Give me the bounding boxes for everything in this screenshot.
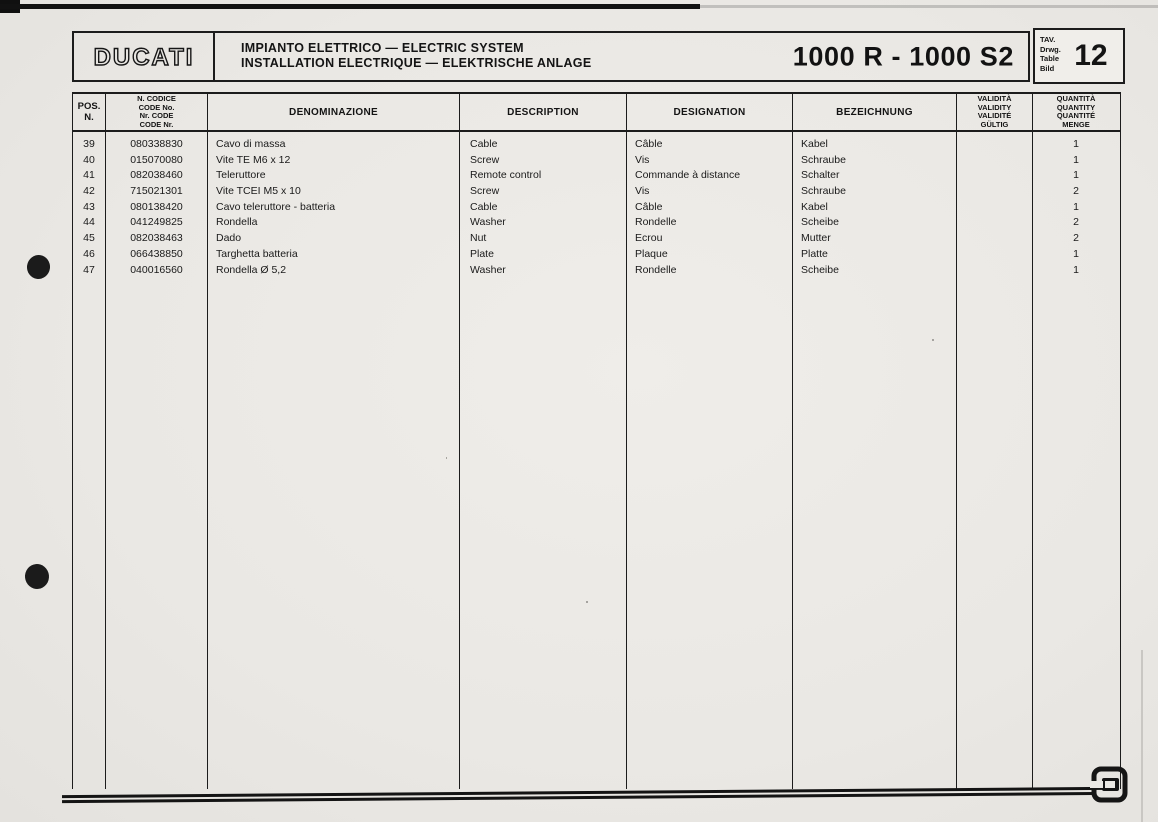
column-denominazione — [208, 132, 460, 789]
cell-designation: Câble — [635, 138, 663, 150]
ducati-logo-text: DUCATI — [93, 43, 194, 71]
ducati-logo-icon — [83, 41, 205, 73]
cell-quantity: 1 — [1073, 247, 1079, 260]
cell-description: Cable — [470, 200, 498, 213]
cell-denominazione: Vite TE M6 x 12 — [216, 153, 291, 166]
cell-denominazione: Cavo di massa — [216, 138, 286, 150]
cell-designation: Câble — [635, 200, 663, 213]
cell-validity — [957, 215, 1032, 231]
cell-bezeichnung: Schraube — [801, 153, 846, 166]
cell-designation: Vis — [635, 185, 650, 198]
cell-denominazione: Rondella Ø 5,2 — [216, 263, 287, 276]
cell-description: Nut — [470, 232, 487, 245]
cell-pos: 41 — [83, 169, 95, 182]
cell-pos: 45 — [83, 232, 95, 245]
column-header-denominazione: DENOMINAZIONE — [208, 94, 460, 130]
cell-quantity: 2 — [1073, 185, 1079, 198]
validity-header-line: VALIDITÉ — [977, 111, 1012, 120]
title-line-2: INSTALLATION ELECTRIQUE — ELEKTRISCHE ANLAGE — [241, 56, 592, 70]
cell-description: Remote control — [470, 169, 542, 182]
column-header-validity — [957, 94, 1033, 130]
cell-denominazione: Rondella — [216, 216, 258, 229]
column-header-code — [106, 94, 208, 130]
table-body — [72, 132, 1121, 789]
cell-code: 715021301 — [130, 185, 183, 198]
header — [72, 31, 1030, 82]
column-validity — [957, 132, 1033, 789]
drawing-number: 12 — [1074, 39, 1108, 72]
code-header-line: Nr. CODE — [139, 111, 174, 120]
cell-pos: 40 — [83, 153, 95, 166]
column-pos — [73, 132, 106, 789]
cell-code: 066438850 — [130, 247, 183, 260]
pos-header-line: POS. — [77, 101, 101, 112]
column-header-description: DESCRIPTION — [460, 94, 627, 130]
cell-denominazione: Teleruttore — [216, 169, 266, 182]
code-header-line: N. CODICE — [137, 94, 176, 103]
column-description — [460, 132, 627, 789]
drawing-number-box — [1033, 28, 1125, 84]
cell-designation: Rondelle — [635, 216, 677, 229]
cell-quantity: 1 — [1073, 153, 1079, 166]
drwg-label: Drwg. — [1040, 44, 1061, 54]
cell-pos: 44 — [83, 216, 95, 229]
drawing-number-labels — [1035, 30, 1061, 82]
cell-pos: 46 — [83, 247, 95, 260]
tav-label: TAV. — [1040, 35, 1056, 44]
cell-bezeichnung: Kabel — [801, 200, 828, 213]
cell-quantity: 2 — [1073, 232, 1079, 245]
cell-code: 080338830 — [130, 138, 183, 150]
column-quantity — [1033, 132, 1119, 789]
quantity-header-line: QUANTITÉ — [1056, 111, 1096, 120]
cell-code: 015070080 — [130, 153, 183, 166]
cell-denominazione: Targhetta batteria — [216, 247, 298, 260]
cell-description: Cable — [470, 138, 498, 150]
cell-pos: 39 — [83, 138, 95, 150]
validity-header-line: GÜLTIG — [980, 119, 1009, 129]
punch-hole-bottom — [24, 563, 50, 590]
parts-table — [72, 92, 1121, 789]
cell-code: 040016560 — [130, 263, 183, 276]
cell-validity — [957, 263, 1032, 279]
cell-pos: 43 — [83, 200, 95, 213]
cell-description: Screw — [470, 185, 500, 198]
cell-quantity: 1 — [1073, 263, 1079, 276]
cell-validity — [957, 168, 1032, 184]
cell-bezeichnung: Scheibe — [801, 263, 839, 276]
cell-validity — [957, 200, 1032, 216]
model-title: 1000 R - 1000 S2 — [792, 41, 1014, 71]
table-label: Table — [1040, 54, 1060, 63]
validity-header-line: VALIDITY — [977, 102, 1012, 112]
validity-header-line: VALIDITÀ — [977, 94, 1012, 103]
cell-designation: Rondelle — [635, 263, 677, 276]
column-designation — [627, 132, 793, 789]
cell-bezeichnung: Scheibe — [801, 216, 839, 229]
scan-artifact-top-strip — [0, 4, 700, 9]
cell-validity — [957, 137, 1032, 153]
cell-quantity: 1 — [1073, 200, 1079, 213]
column-code — [106, 132, 208, 789]
cell-validity — [957, 153, 1032, 169]
cell-pos: 47 — [83, 263, 95, 276]
title-line-1: IMPIANTO ELETTRICO — ELECTRIC SYSTEM — [241, 41, 524, 55]
cell-validity — [957, 247, 1032, 263]
cell-designation: Commande à distance — [635, 169, 741, 182]
cell-description: Washer — [470, 216, 506, 229]
cell-denominazione: Dado — [216, 232, 242, 245]
cell-bezeichnung: Schraube — [801, 185, 846, 198]
cell-designation: Plaque — [635, 247, 668, 260]
code-header-line: CODE Nr. — [139, 119, 174, 129]
scan-artifact-top-strip-faint — [700, 5, 1158, 8]
column-header-quantity — [1033, 94, 1119, 130]
quantity-header-line: MENGE — [1062, 119, 1090, 129]
cell-quantity: 1 — [1073, 138, 1079, 150]
table-header-row — [72, 92, 1121, 132]
ducati-logo-box — [74, 33, 215, 80]
cell-code: 082038460 — [130, 169, 183, 182]
cell-denominazione: Cavo teleruttore - batteria — [216, 200, 336, 213]
cell-bezeichnung: Kabel — [801, 138, 828, 150]
column-header-bezeichnung: BEZEICHNUNG — [793, 94, 957, 130]
column-bezeichnung — [793, 132, 957, 789]
punch-hole-top — [25, 254, 51, 281]
cell-designation: Vis — [635, 153, 650, 166]
column-header-pos — [73, 94, 106, 130]
cell-designation: Ecrou — [635, 232, 663, 245]
column-header-designation: DESIGNATION — [627, 94, 793, 130]
pos-header-line: N. — [84, 112, 94, 123]
header-titles — [215, 33, 591, 80]
cell-code: 080138420 — [130, 200, 183, 213]
quantity-header-line: QUANTITÀ — [1056, 94, 1096, 103]
bild-label: Bild — [1040, 63, 1055, 73]
ducati-d-mark-icon — [1090, 766, 1130, 809]
cell-quantity: 1 — [1073, 169, 1079, 182]
cell-validity — [957, 231, 1032, 247]
cell-bezeichnung: Schalter — [801, 169, 840, 182]
quantity-header-line: QUANTITY — [1056, 102, 1096, 112]
cell-validity — [957, 184, 1032, 200]
cell-denominazione: Vite TCEI M5 x 10 — [216, 185, 301, 198]
bottom-double-rule — [62, 787, 1104, 803]
cell-code: 041249825 — [130, 216, 183, 229]
cell-description: Screw — [470, 153, 500, 166]
cell-quantity: 2 — [1073, 216, 1079, 229]
cell-code: 082038463 — [130, 232, 183, 245]
cell-bezeichnung: Platte — [801, 247, 828, 260]
code-header-line: CODE No. — [138, 102, 175, 112]
cell-bezeichnung: Mutter — [801, 232, 831, 245]
cell-pos: 42 — [83, 185, 95, 198]
cell-description: Plate — [470, 247, 494, 260]
page-edge-shadow — [1141, 650, 1143, 822]
cell-description: Washer — [470, 263, 506, 276]
